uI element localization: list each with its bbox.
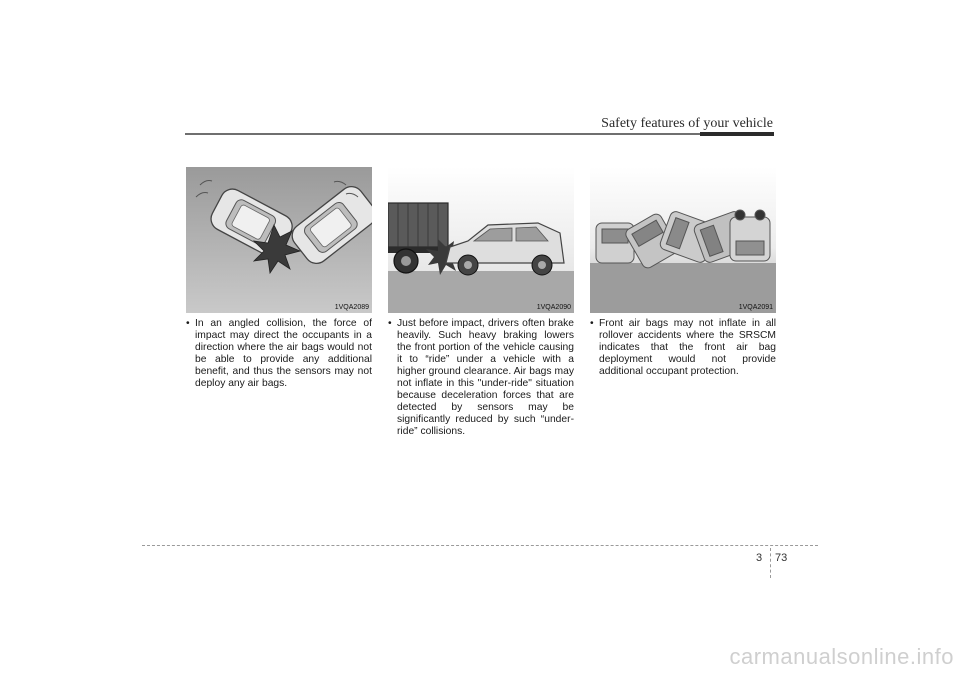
- page-number-divider: [770, 548, 771, 578]
- under-ride-illustration: [388, 167, 574, 313]
- header-rule-accent: [700, 132, 774, 136]
- section-title: Safety features of your vehicle: [601, 116, 773, 131]
- bullet-text: • In an angled collision, the force of impact may direct the occupants in a direction where the air bags would not be able to provide any additional benefit, and thus the sensors may not deploy any air bags.: [186, 318, 372, 390]
- column-rollover: [590, 167, 776, 378]
- rollover-drawing: [590, 167, 776, 313]
- header-rule: [185, 133, 774, 135]
- chapter-number: 3: [756, 552, 763, 564]
- bullet-text: • Just before impact, drivers often brake heavily. Such heavy braking lowers the front portion of the vehicle causing it to “ride” under a vehicle with a higher ground clearance. Air bags may not inflate in this "under-ride" situation because deceleration forces that are detected by sensors may be significantly reduced by such “under-ride” collisions.: [388, 318, 574, 438]
- page-number: 73: [775, 552, 788, 564]
- bullet-text: • Front air bags may not inflate in all rollover accidents where the SRSCM indicates that the front air bag deployment would not provide additional occupant protection.: [590, 318, 776, 378]
- angled-collision-illustration: [186, 167, 372, 313]
- angled-collision-drawing: [186, 167, 372, 313]
- watermark: carmanualsonline.info: [729, 644, 954, 669]
- column-under-ride: [388, 167, 574, 438]
- under-ride-drawing: [388, 167, 574, 313]
- footer-rule: [142, 545, 818, 546]
- column-angled-collision: [186, 167, 372, 390]
- figure-code: 1VQA2090: [536, 304, 571, 311]
- rollover-illustration: [590, 167, 776, 313]
- figure-code: 1VQA2091: [738, 304, 773, 311]
- figure-code: 1VQA2089: [334, 304, 369, 311]
